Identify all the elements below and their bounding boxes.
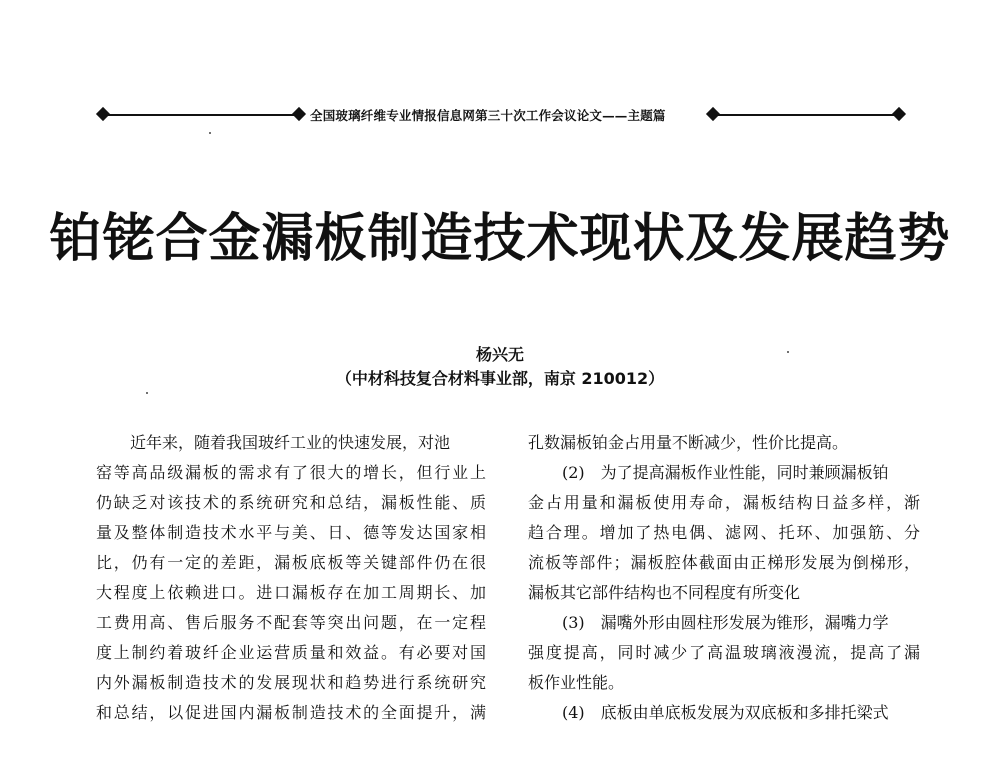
body-line: 漏板其它部件结构也不同程度有所变化: [528, 583, 801, 602]
body-line: 金占用量和漏板使用寿命，漏板结构日益多样，渐: [528, 493, 920, 512]
body-line: 和总结，以促进国内漏板制造技术的全面提升，满: [96, 703, 486, 722]
header-rule-right: [714, 114, 900, 116]
scan-speck: [146, 392, 148, 394]
body-line: 板作业性能。: [528, 673, 625, 692]
author-affiliation: （中材科技复合材料事业部，南京 210012）: [335, 369, 665, 388]
body-line: 量及整体制造技术水平与美、日、德等发达国家相: [96, 523, 486, 542]
paper-title: 铂铑合金漏板制造技术现状及发展趋势: [49, 208, 951, 269]
body-line: 流板等部件；漏板腔体截面由正梯形发展为倒梯形，: [528, 553, 920, 572]
running-header: [96, 104, 908, 126]
body-line: (2) 为了提高漏板作业性能，同时兼顾漏板铂: [562, 463, 889, 482]
body-line: 比，仍有一定的差距，漏板底板等关键部件仍在很: [96, 553, 486, 572]
body-line: 趋合理。增加了热电偶、滤网、托环、加强筋、分: [528, 523, 920, 542]
body-line: 孔数漏板铂金占用量不断减少，性价比提高。: [528, 433, 849, 452]
diamond-icon: [292, 107, 306, 121]
body-line: 强度提高，同时减少了高温玻璃液漫流，提高了漏: [528, 643, 920, 662]
author-name: 杨兴无: [475, 345, 524, 364]
diamond-icon: [892, 107, 906, 121]
body-line: 近年来，随着我国玻纤工业的快速发展，对池: [130, 433, 451, 452]
body-line: 仍缺乏对该技术的系统研究和总结，漏板性能、质: [96, 493, 486, 512]
header-rule-left: [104, 114, 300, 116]
scan-speck: [787, 351, 789, 353]
body-line: 大程度上依赖进口。进口漏板存在加工周期长、加: [96, 583, 486, 602]
running-title: 全国玻璃纤维专业情报信息网第三十次工作会议论文——主题篇: [310, 108, 666, 123]
scan-speck: [209, 132, 211, 134]
diamond-icon: [706, 107, 720, 121]
body-right-column: [528, 428, 920, 728]
body-line: 内外漏板制造技术的发展现状和趋势进行系统研究: [96, 673, 486, 692]
diamond-icon: [96, 107, 110, 121]
body-line: (3) 漏嘴外形由圆柱形发展为锥形，漏嘴力学: [562, 613, 889, 632]
body-line: 窑等高品级漏板的需求有了很大的增长，但行业上: [96, 463, 486, 482]
body-line: (4) 底板由单底板发展为双底板和多排托梁式: [562, 703, 889, 722]
body-left-column: [96, 428, 486, 728]
body-line: 度上制约着玻纤企业运营质量和效益。有必要对国: [96, 643, 486, 662]
body-line: 工费用高、售后服务不配套等突出问题，在一定程: [96, 613, 486, 632]
